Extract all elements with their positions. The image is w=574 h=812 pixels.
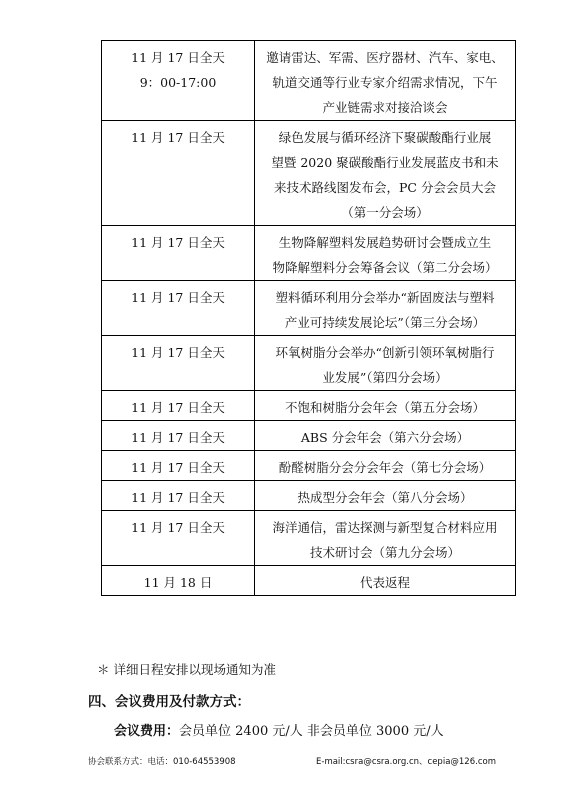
schedule-time-cell — [102, 451, 255, 481]
footer-contact: 协会联系方式：电话：010-64553908 — [88, 757, 236, 767]
schedule-row — [102, 391, 516, 421]
footer-email: E-mail:csra@csra.org.cn、cepia@126.com — [316, 757, 496, 767]
schedule-description-line: ABS 分会年会（第六分会场） — [300, 430, 470, 445]
schedule-description-line: 产业可持续发展论坛”（第三分会场） — [284, 315, 486, 330]
schedule-time-cell — [102, 41, 255, 121]
schedule-description-line: 不饱和树脂分会年会（第五分会场） — [284, 400, 485, 415]
schedule-time-line: 11 月 17 日全天 — [131, 130, 225, 145]
schedule-time-line: 11 月 17 日全天 — [131, 430, 225, 445]
schedule-description-cell — [255, 391, 516, 421]
fee-label: 会议费用： — [114, 724, 180, 739]
schedule-description-line: 产业链需求对接洽谈会 — [322, 100, 448, 115]
schedule-description-cell — [255, 421, 516, 451]
section-heading: 四、会议费用及付款方式： — [88, 694, 250, 710]
schedule-description-line: 海洋通信，雷达探测与新型复合材料应用 — [272, 520, 498, 535]
schedule-time-line: 11 月 17 日全天 — [131, 290, 225, 305]
schedule-note: ＊ 详细日程安排以现场通知为准 — [97, 662, 276, 677]
schedule-description-line: 技术研讨会（第九分会场） — [309, 545, 460, 560]
schedule-description-line: 轨道交通等行业专家介绍需求情况，下午 — [272, 75, 498, 90]
schedule-description-cell — [255, 281, 516, 336]
schedule-description-line: 生物降解塑料发展趋势研讨会暨成立生 — [278, 235, 492, 250]
schedule-time-cell — [102, 336, 255, 391]
schedule-time-cell — [102, 391, 255, 421]
schedule-row — [102, 336, 516, 391]
schedule-row — [102, 281, 516, 336]
schedule-time-line: 11 月 17 日全天 — [131, 345, 225, 360]
schedule-time-cell — [102, 121, 255, 226]
schedule-description-line: 绿色发展与循环经济下聚碳酸酯行业展 — [278, 130, 492, 145]
schedule-description-line: 业发展”（第四分会场） — [322, 370, 448, 385]
schedule-description-cell — [255, 226, 516, 281]
schedule-row — [102, 41, 516, 121]
schedule-row — [102, 511, 516, 566]
schedule-time-line: 9：00-17:00 — [139, 75, 217, 90]
schedule-description-line: 代表返程 — [359, 575, 410, 590]
schedule-description-cell — [255, 451, 516, 481]
schedule-description-cell — [255, 566, 516, 596]
schedule-time-cell — [102, 481, 255, 511]
schedule-time-line: 11 月 18 日 — [143, 575, 213, 590]
schedule-time-line: 11 月 17 日全天 — [131, 50, 225, 65]
schedule-description-line: 物降解塑料分会筹备会议（第二分会场） — [272, 260, 498, 275]
schedule-time-line: 11 月 17 日全天 — [131, 460, 225, 475]
schedule-body — [102, 41, 516, 596]
schedule-description-cell — [255, 41, 516, 121]
schedule-time-cell — [102, 281, 255, 336]
schedule-row — [102, 421, 516, 451]
schedule-row — [102, 121, 516, 226]
schedule-row — [102, 226, 516, 281]
schedule-time-line: 11 月 17 日全天 — [131, 520, 225, 535]
schedule-description-line: 望暨 2020 聚碳酸酯行业发展蓝皮书和未 — [271, 155, 499, 170]
schedule-row — [102, 566, 516, 596]
schedule-time-line: 11 月 17 日全天 — [131, 235, 225, 250]
schedule-description-cell — [255, 511, 516, 566]
schedule-description-line: （第一分会场） — [341, 205, 429, 220]
schedule-description-cell — [255, 121, 516, 226]
schedule-table — [101, 40, 516, 596]
schedule-time-line: 11 月 17 日全天 — [131, 490, 225, 505]
schedule-description-line: 热成型分会年会（第八分会场） — [297, 490, 473, 505]
schedule-time-cell — [102, 511, 255, 566]
schedule-time-cell — [102, 421, 255, 451]
schedule-description-line: 酚醛树脂分会分会年会（第七分会场） — [278, 460, 492, 475]
schedule-time-cell — [102, 566, 255, 596]
schedule-row — [102, 451, 516, 481]
fee-text: 会员单位 2400 元/人 非会员单位 3000 元/人 — [179, 724, 444, 739]
schedule-description-cell — [255, 336, 516, 391]
schedule-description-line: 环氧树脂分会举办“创新引领环氧树脂行 — [275, 345, 495, 360]
schedule-description-cell — [255, 481, 516, 511]
schedule-description-line: 来技术路线图发布会，PC 分会会员大会 — [274, 180, 496, 195]
schedule-row — [102, 481, 516, 511]
schedule-time-line: 11 月 17 日全天 — [131, 400, 225, 415]
fee-line — [114, 720, 444, 739]
schedule-description-line: 塑料循环利用分会举办“新固废法与塑料 — [275, 290, 495, 305]
schedule-time-cell — [102, 226, 255, 281]
schedule-description-line: 邀请雷达、军需、医疗器材、汽车、家电、 — [266, 50, 504, 65]
